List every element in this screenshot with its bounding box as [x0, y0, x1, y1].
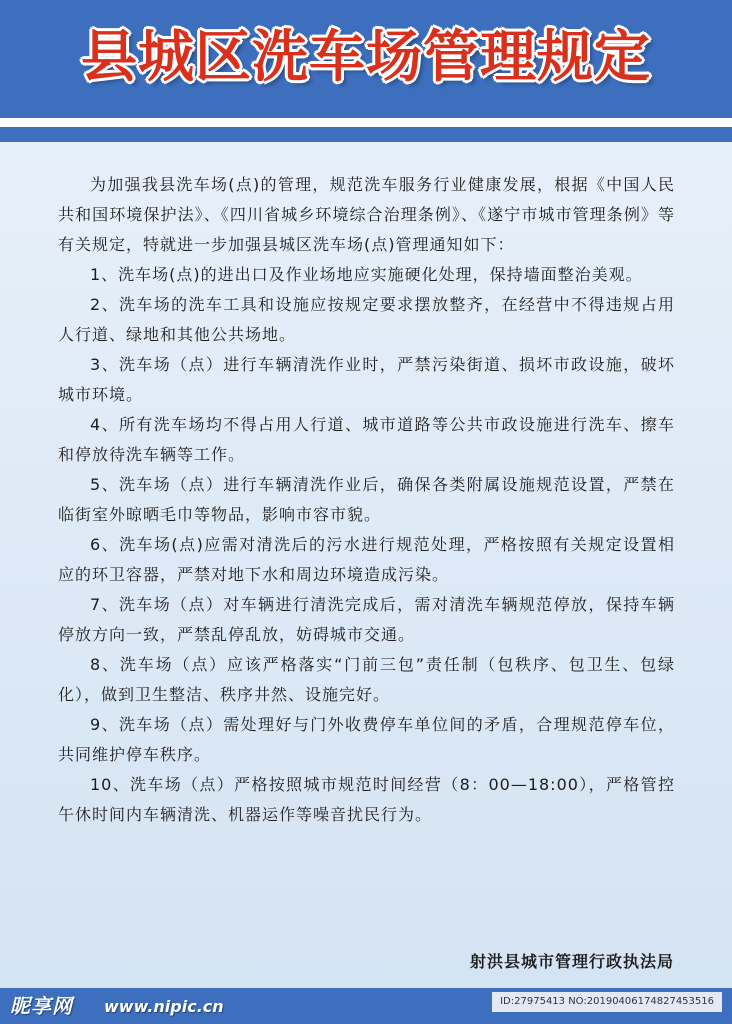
watermark-logo: 昵享网	[10, 994, 73, 1018]
rule-item-1: 1、洗车场(点)的进出口及作业场地应实施硬化处理，保持墙面整治美观。	[90, 265, 643, 284]
page-title: 县城区洗车场管理规定	[81, 25, 651, 90]
rule-item-9: 9、洗车场（点）需处理好与门外收费停车单位间的矛盾，合理规范停车位，共同维护停车秩序。	[58, 715, 675, 764]
header-divider	[0, 118, 732, 127]
rule-item-5: 5、洗车场（点）进行车辆清洗作业后，确保各类附属设施规范设置，严禁在临街室外晾晒毛巾等物品，影响市容市貌。	[58, 475, 675, 524]
issuing-authority: 射洪县城市管理行政执法局	[469, 952, 674, 971]
watermark-url: www.nipic.cn	[104, 997, 224, 1016]
header-banner	[0, 0, 732, 118]
header-stripe	[0, 127, 732, 142]
rule-item-8: 8、洗车场（点）应该严格落实“门前三包”责任制（包秩序、包卫生、包绿化），做到卫生整洁、秩序井然、设施完好。	[58, 655, 675, 704]
rule-item-10: 10、洗车场（点）严格按照城市规范时间经营（8：00—18:00），严格管控午休时间内车辆清洗、机器运作等噪音扰民行为。	[58, 775, 675, 824]
watermark-id: ID:27975413 NO:20190406174827453516	[492, 992, 722, 1012]
rule-item-2: 2、洗车场的洗车工具和设施应按规定要求摆放整齐，在经营中不得违规占用人行道、绿地和其他公共场地。	[58, 295, 675, 344]
regulation-body	[58, 170, 675, 830]
rule-item-3: 3、洗车场（点）进行车辆清洗作业时，严禁污染街道、损坏市政设施，破坏城市环境。	[58, 355, 675, 404]
rule-item-4: 4、所有洗车场均不得占用人行道、城市道路等公共市政设施进行洗车、擦车和停放待洗车辆等工作。	[58, 415, 675, 464]
intro-paragraph: 为加强我县洗车场(点)的管理，规范洗车服务行业健康发展，根据《中国人民共和国环境保护法》、《四川省城乡环境综合治理条例》、《遂宁市城市管理条例》等有关规定，特就进一步加强县城区洗车场(点)管理通知如下：	[58, 175, 675, 254]
rule-item-7: 7、洗车场（点）对车辆进行清洗完成后，需对清洗车辆规范停放，保持车辆停放方向一致，严禁乱停乱放，妨碍城市交通。	[58, 595, 675, 644]
rule-item-6: 6、洗车场(点)应需对清洗后的污水进行规范处理，严格按照有关规定设置相应的环卫容器，严禁对地下水和周边环境造成污染。	[58, 535, 675, 584]
